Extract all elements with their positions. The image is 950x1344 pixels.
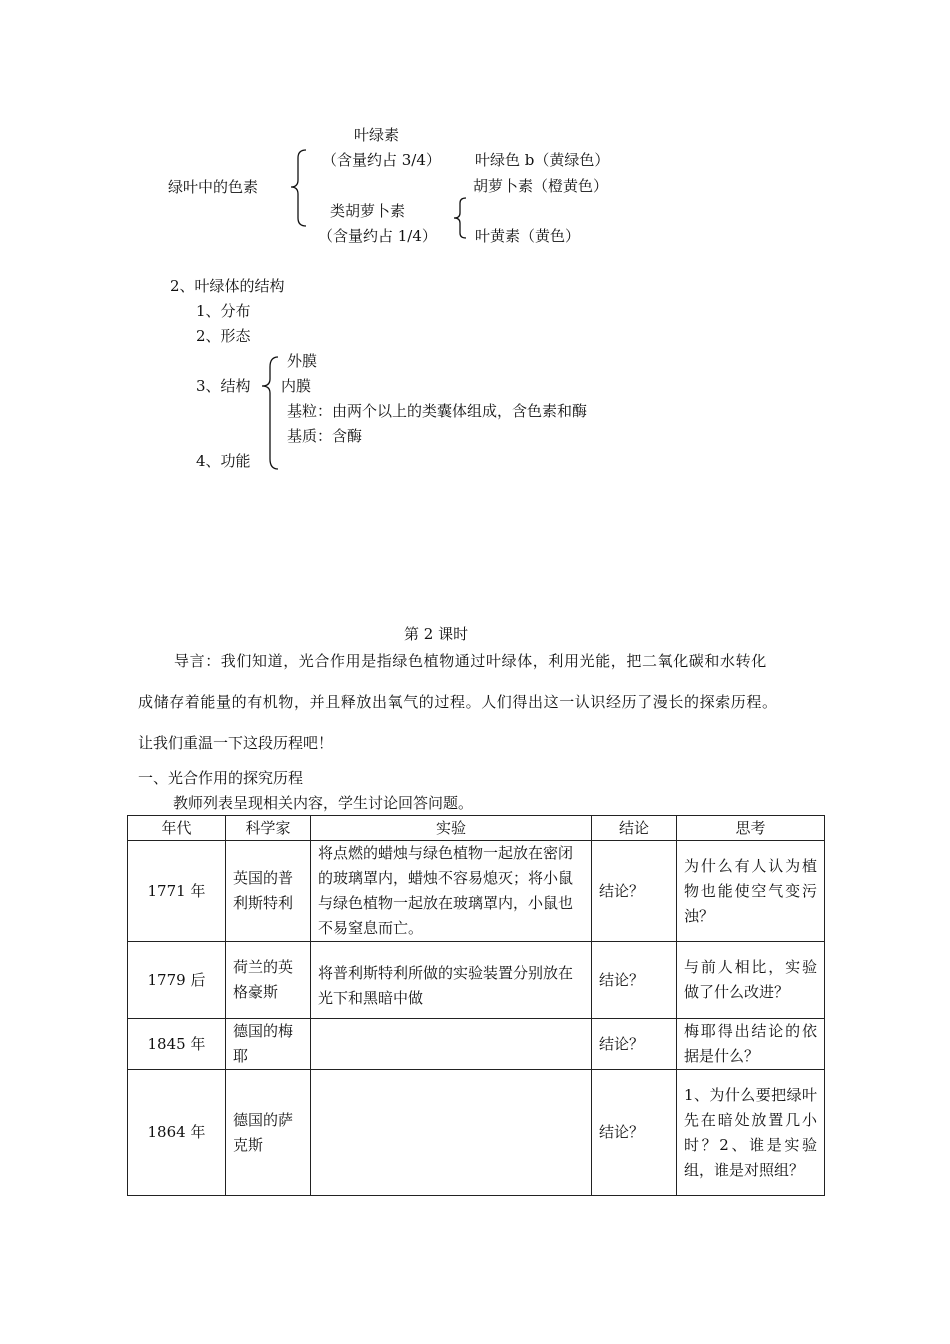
cell-experiment	[311, 1070, 592, 1196]
chloroplast-item-function: 4、功能	[196, 452, 251, 470]
header-year: 年代	[128, 816, 226, 841]
table-row	[128, 1019, 825, 1070]
pigment-chlorophyll-label: 叶绿素	[354, 126, 400, 144]
intro-line-1: 导言：我们知道，光合作用是指绿色植物通过叶绿体，利用光能，把二氧化碳和水转化	[174, 652, 767, 670]
pigment-carotenoid-amount: （含量约占 1/4）	[318, 227, 437, 245]
pigment-carotene: 胡萝卜素（橙黄色）	[473, 177, 609, 195]
table-row	[128, 942, 825, 1019]
intro-line-3: 让我们重温一下这段历程吧！	[138, 734, 334, 752]
chloroplast-item-structure: 3、结构	[196, 377, 251, 395]
table-header-row	[128, 816, 825, 841]
chloroplast-heading: 2、叶绿体的结构	[170, 277, 285, 295]
cell-year: 1771 年	[128, 841, 226, 942]
cell-experiment: 将点燃的蜡烛与绿色植物一起放在密闭的玻璃罩内，蜡烛不容易熄灭；将小鼠与绿色植物一起放在玻璃罩内，小鼠也不易窒息而亡。	[311, 841, 592, 942]
cell-thinking: 与前人相比，实验做了什么改进？	[677, 942, 825, 1019]
chloroplast-item-distribution: 1、分布	[196, 302, 251, 320]
pigment-xanthophyll: 叶黄素（黄色）	[475, 227, 581, 245]
photosynthesis-history-table	[127, 815, 825, 1196]
chloroplast-item-shape: 2、形态	[196, 327, 251, 345]
table-row	[128, 841, 825, 942]
header-scientist: 科学家	[226, 816, 311, 841]
structure-inner-membrane: 内膜	[281, 377, 312, 395]
cell-conclusion: 结论？	[592, 841, 677, 942]
pigment-root-label: 绿叶中的色素	[168, 178, 259, 196]
cell-experiment: 将普利斯特利所做的实验装置分别放在光下和黑暗中做	[311, 942, 592, 1019]
cell-scientist: 德国的萨克斯	[226, 1070, 311, 1196]
pigment-chlorophyll-amount: （含量约占 3/4）	[322, 151, 441, 169]
header-thinking: 思考	[677, 816, 825, 841]
structure-brace	[258, 355, 280, 473]
cell-conclusion: 结论？	[592, 1070, 677, 1196]
structure-stroma: 基质：含酶	[287, 427, 363, 445]
table-row	[128, 1070, 825, 1196]
intro-line-2: 成储存着能量的有机物，并且释放出氧气的过程。人们得出这一认识经历了漫长的探索历程。	[138, 693, 778, 711]
header-conclusion: 结论	[592, 816, 677, 841]
cell-scientist: 荷兰的英格豪斯	[226, 942, 311, 1019]
pigment-main-brace	[288, 148, 308, 228]
cell-year: 1779 后	[128, 942, 226, 1019]
cell-year: 1845 年	[128, 1019, 226, 1070]
pigment-carotenoid-label: 类胡萝卜素	[330, 202, 406, 220]
section-heading: 一、光合作用的探究历程	[138, 769, 304, 787]
carotenoid-brace	[451, 196, 469, 240]
cell-experiment	[311, 1019, 592, 1070]
cell-thinking: 梅耶得出结论的依据是什么？	[677, 1019, 825, 1070]
structure-outer-membrane: 外膜	[287, 352, 318, 370]
lesson-title: 第 2 课时	[404, 625, 469, 643]
cell-conclusion: 结论？	[592, 942, 677, 1019]
cell-thinking: 1、为什么要把绿叶先在暗处放置几小时？2、谁是实验组，谁是对照组？	[677, 1070, 825, 1196]
table-caption: 教师列表呈现相关内容，学生讨论回答问题。	[173, 794, 474, 812]
cell-scientist: 德国的梅耶	[226, 1019, 311, 1070]
cell-scientist: 英国的普利斯特利	[226, 841, 311, 942]
cell-thinking: 为什么有人认为植物也能使空气变污浊？	[677, 841, 825, 942]
pigment-chlorophyll-b: 叶绿色 b（黄绿色）	[475, 151, 610, 169]
cell-conclusion: 结论？	[592, 1019, 677, 1070]
structure-grana: 基粒：由两个以上的类囊体组成，含色素和酶	[287, 402, 588, 420]
cell-year: 1864 年	[128, 1070, 226, 1196]
header-experiment: 实验	[311, 816, 592, 841]
